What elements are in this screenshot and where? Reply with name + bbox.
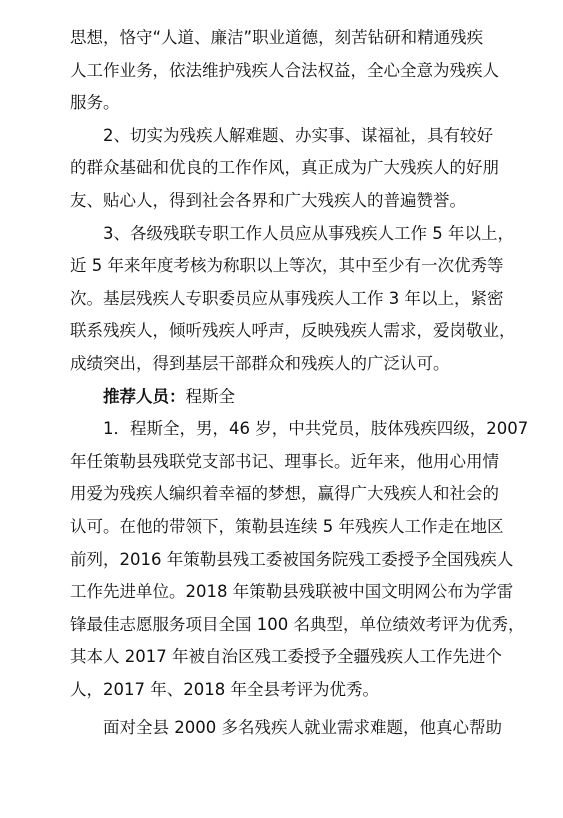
paragraph-5-line-4: 认可。在他的带领下，策勒县连续 5 年残疾人工作走在地区 <box>70 516 504 536</box>
paragraph-1-line-2: 人工作业务，依法维护残疾人合法权益，全心全意为残疾人 <box>70 60 499 80</box>
document-body <box>70 22 529 745</box>
paragraph-3-line-2: 近 5 年来年度考核为称职以上等次，其中至少有一次优秀等 <box>70 256 504 276</box>
paragraph-5-line-3: 用爱为残疾人编织着幸福的梦想，赢得广大残疾人和社会的 <box>70 484 499 504</box>
paragraph-3-line-4: 联系残疾人，倾听残疾人呼声，反映残疾人需求，爱岗敬业， <box>70 321 516 341</box>
paragraph-5-line-6: 工作先进单位。2018 年策勒县残联被中国文明网公布为学雷 <box>70 582 514 602</box>
paragraph-2-line-1: 2、切实为残疾人解难题、办实事、谋福祉，具有较好 <box>103 125 493 145</box>
paragraph-5-line-1: 1．程斯全，男，46 岁，中共党员，肢体残疾四级，2007 <box>103 419 529 439</box>
paragraph-3-line-1: 3、各级残联专职工作人员应从事残疾人工作 5 年以上， <box>103 223 514 243</box>
paragraph-1-line-1: 思想，恪守“人道、廉洁”职业道德，刻苦钻研和精通残疾 <box>70 28 484 47</box>
paragraph-6-line-1: 面对全县 2000 多名残疾人就业需求难题，他真心帮助 <box>103 718 502 738</box>
paragraph-3-line-5: 成绩突出，得到基层干部群众和残疾人的广泛认可。 <box>70 353 450 373</box>
paragraph-2-line-3: 友、贴心人，得到社会各界和广大残疾人的普遍赞誉。 <box>70 190 466 210</box>
recommended-person-line <box>70 381 498 414</box>
paragraph-5-line-2: 年任策勒县残联党支部书记、理事长。近年来，他用心用情 <box>70 451 499 471</box>
recommended-person-name: 程斯全 <box>185 386 235 406</box>
paragraph-1-line-3: 服务。 <box>70 93 120 113</box>
paragraph-5-line-9: 人，2017 年、2018 年全县考评为优秀。 <box>70 679 379 699</box>
paragraph-5-line-5: 前列，2016 年策勒县残工委被国务院残工委授予全国残疾人 <box>70 549 514 569</box>
paragraph-3-line-3: 次。基层残疾人专职委员应从事残疾人工作 3 年以上，紧密 <box>70 288 504 308</box>
paragraph-2-line-2: 的群众基础和优良的工作作风，真正成为广大残疾人的好朋 <box>70 158 499 178</box>
paragraph-5-line-8: 其本人 2017 年被自治区残工委授予全疆残疾人工作先进个 <box>70 647 502 667</box>
recommended-person-label: 推荐人员： <box>103 386 186 406</box>
paragraph-5-line-7: 锋最佳志愿服务项目全国 100 名典型，单位绩效考评为优秀， <box>70 614 525 634</box>
